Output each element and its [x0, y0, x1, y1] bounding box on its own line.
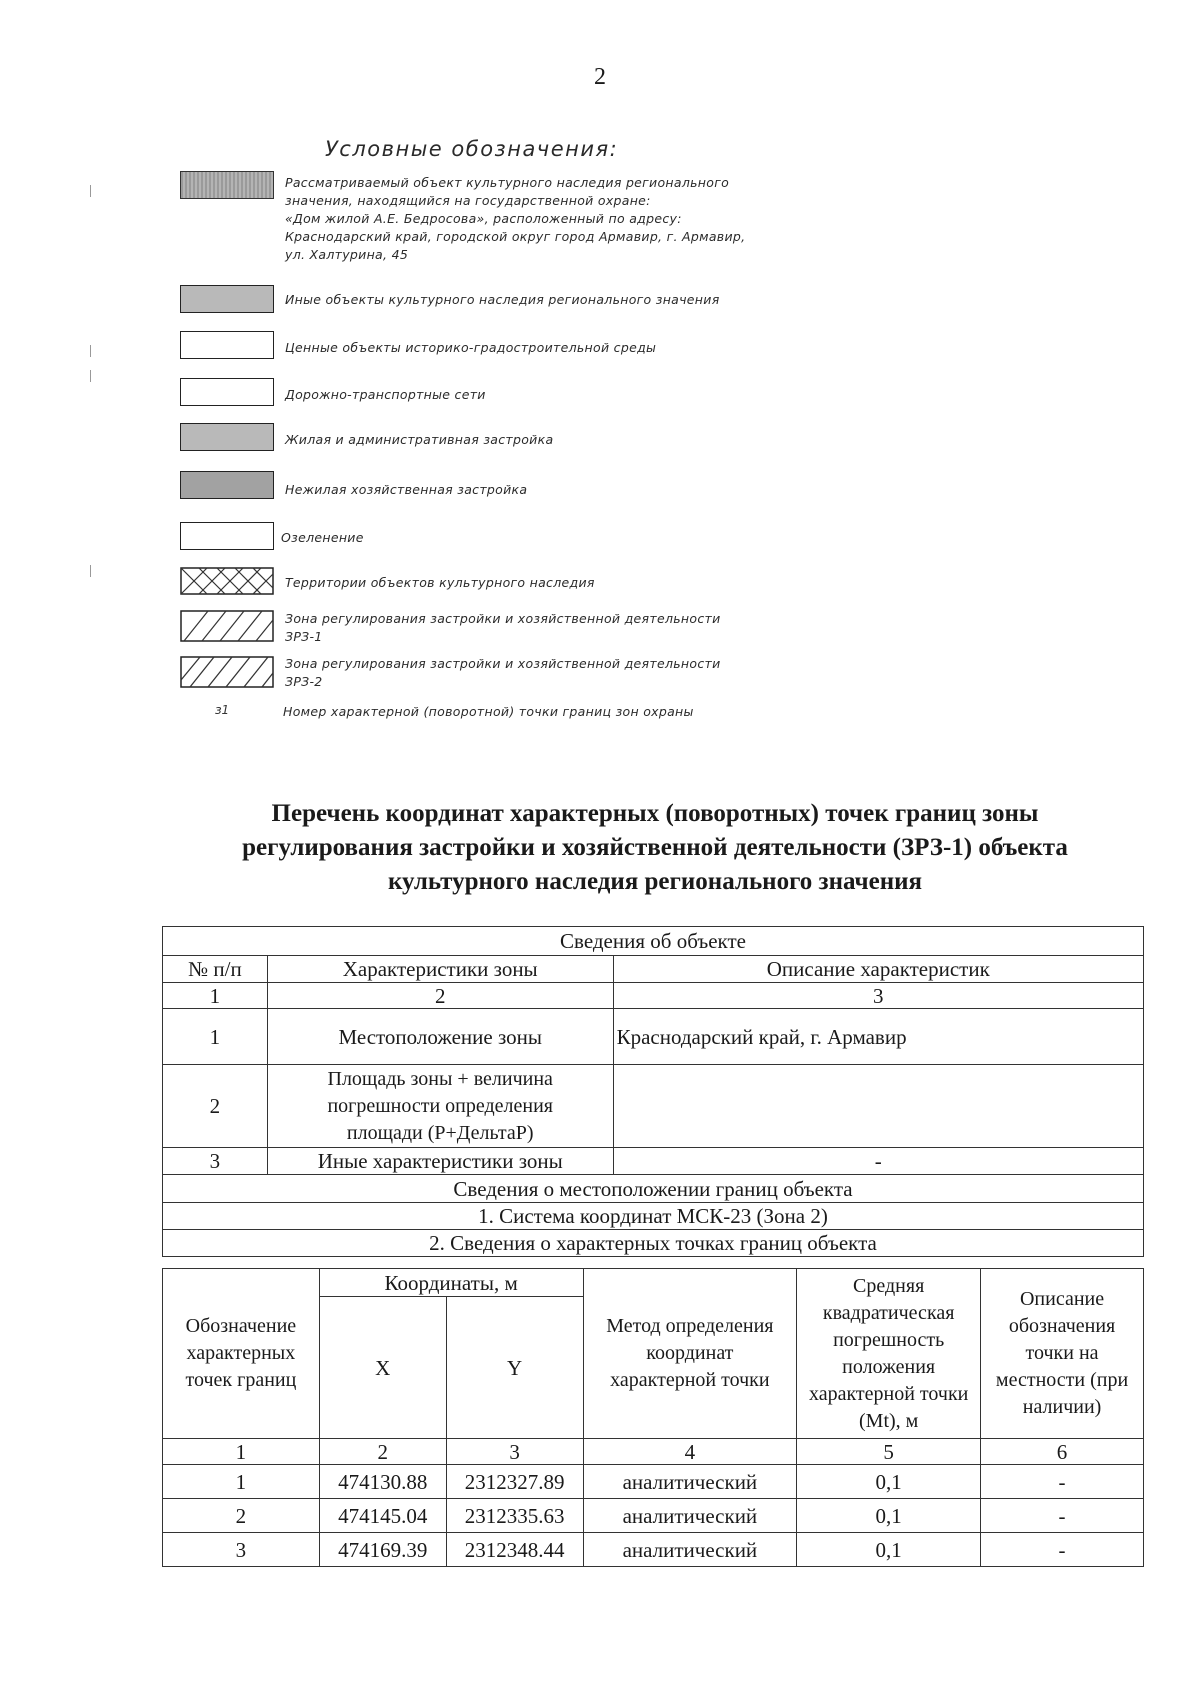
legend-item-5: Нежилая хозяйственная застройка: [285, 482, 528, 497]
description-value: -: [981, 1499, 1144, 1533]
margin-mark: [90, 370, 91, 382]
legend-line: Зона регулирования застройки и хозяйственной деятельности: [285, 656, 721, 671]
column-header: Характеристики зоны: [267, 956, 613, 983]
point-number: 2: [163, 1499, 320, 1533]
column-number: 1: [163, 1439, 320, 1465]
dense-hatch-swatch-icon: [180, 656, 274, 688]
point-marker-number: 1: [221, 703, 230, 717]
table-row: [163, 1465, 1144, 1499]
legend-item-3: Дорожно-транспортные сети: [285, 387, 486, 402]
table-row: [163, 1065, 1144, 1148]
legend-line: значения, находящийся на государственной охране:: [285, 193, 651, 208]
column-number: 1: [163, 983, 268, 1009]
column-number: 2: [319, 1439, 446, 1465]
heading-line: Перечень координат характерных (поворотных) точек границ зоны: [271, 800, 1039, 827]
crosshatch-swatch-icon: [180, 567, 274, 595]
method-value: аналитический: [583, 1465, 797, 1499]
point-marker-icon: [215, 703, 229, 717]
description-value: -: [981, 1465, 1144, 1499]
characteristic-description: -: [613, 1148, 1143, 1175]
point-number: 3: [163, 1533, 320, 1567]
legend-line: «Дом жилой А.Е. Бедросова», расположенный по адресу:: [285, 211, 682, 226]
margin-mark: [90, 345, 91, 357]
legend-line: Краснодарский край, городской округ город Армавир, г. Армавир,: [285, 229, 746, 244]
column-header: Описание характеристик: [613, 956, 1143, 983]
table-row: [163, 1499, 1144, 1533]
point-marker-dot: ɜ: [215, 703, 222, 717]
method-header: Метод определения координат характерной точки: [583, 1269, 797, 1439]
section-header: Сведения о местоположении границ объекта: [163, 1175, 1144, 1203]
legend-item-6: Озеленение: [281, 530, 364, 545]
y-header: Y: [446, 1297, 583, 1439]
page-number: 2: [594, 64, 606, 90]
legend-line: Зона регулирования застройки и хозяйственной деятельности: [285, 611, 721, 626]
legend-item-10: Номер характерной (поворотной) точки границ зон охраны: [283, 704, 694, 719]
error-value: 0,1: [797, 1499, 981, 1533]
description-header: Описание обозначения точки на местности (при наличии): [981, 1269, 1144, 1439]
error-value: 0,1: [797, 1465, 981, 1499]
legend-item-2: Ценные объекты историко-градостроительной среды: [285, 340, 657, 355]
x-header: X: [319, 1297, 446, 1439]
section-header: 2. Сведения о характерных точках границ объекта: [163, 1230, 1144, 1257]
y-value: 2312348.44: [446, 1533, 583, 1567]
characteristic-name: Местоположение зоны: [267, 1009, 613, 1065]
heading-line: регулирования застройки и хозяйственной деятельности (ЗРЗ-1) объекта: [242, 834, 1068, 861]
legend-item-4: Жилая и административная застройка: [285, 432, 554, 447]
white-swatch-icon: [180, 378, 274, 406]
characteristic-name: Площадь зоны + величина погрешности определения площади (P+ДельтаP): [267, 1065, 613, 1148]
error-value: 0,1: [797, 1533, 981, 1567]
characteristic-description: Краснодарский край, г. Армавир: [613, 1009, 1143, 1065]
characteristic-name: Иные характеристики зоны: [267, 1148, 613, 1175]
gray-swatch-icon: [180, 423, 274, 451]
column-number: 2: [267, 983, 613, 1009]
legend-line: ЗРЗ-2: [285, 674, 323, 689]
column-number: 3: [613, 983, 1143, 1009]
white-swatch-icon: [180, 522, 274, 550]
column-header: № п/п: [163, 956, 268, 983]
characteristic-description: [613, 1065, 1143, 1148]
table-row: [163, 1148, 1144, 1175]
object-info-table: [162, 926, 1144, 1257]
row-number: 1: [163, 1009, 268, 1065]
point-number: 1: [163, 1465, 320, 1499]
coordinate-system: 1. Система координат МСК-23 (Зона 2): [163, 1203, 1144, 1230]
error-header: Средняя квадратическая погрешность положения характерной точки (Mt), м: [797, 1269, 981, 1439]
document-heading: [175, 797, 1135, 899]
section-header: Сведения об объекте: [163, 927, 1144, 956]
points-table: [162, 1268, 1144, 1567]
white-swatch-icon: [180, 331, 274, 359]
heading-line: культурного наследия регионального значения: [387, 868, 923, 895]
x-value: 474169.39: [319, 1533, 446, 1567]
row-number: 2: [163, 1065, 268, 1148]
x-value: 474130.88: [319, 1465, 446, 1499]
table-row: [163, 1009, 1144, 1065]
column-number: 3: [446, 1439, 583, 1465]
legend-item-7: Территории объектов культурного наследия: [285, 575, 595, 590]
legend-line: Рассматриваемый объект культурного наследия регионального: [285, 175, 730, 190]
gray-swatch-icon: [180, 285, 274, 313]
margin-mark: [90, 185, 91, 197]
column-number: 5: [797, 1439, 981, 1465]
legend-item-8: [285, 610, 825, 646]
column-number: 6: [981, 1439, 1144, 1465]
method-value: аналитический: [583, 1533, 797, 1567]
legend-title: Условные обозначения:: [325, 137, 619, 161]
row-number: 3: [163, 1148, 268, 1175]
legend-item-1: Иные объекты культурного наследия регионального значения: [285, 292, 720, 307]
legend-line: ул. Халтурина, 45: [285, 247, 409, 262]
margin-mark: [90, 565, 91, 577]
column-number: 4: [583, 1439, 797, 1465]
method-value: аналитический: [583, 1499, 797, 1533]
gray-swatch-icon: [180, 471, 274, 499]
designation-header: Обозначение характерных точек границ: [163, 1269, 320, 1439]
y-value: 2312335.63: [446, 1499, 583, 1533]
y-value: 2312327.89: [446, 1465, 583, 1499]
x-value: 474145.04: [319, 1499, 446, 1533]
coords-header: Координаты, м: [319, 1269, 583, 1297]
legend-item-0: [285, 174, 825, 264]
table-row: [163, 1533, 1144, 1567]
hatch-swatch-icon: [180, 610, 274, 642]
legend-line: ЗРЗ-1: [285, 629, 323, 644]
description-value: -: [981, 1533, 1144, 1567]
legend-item-9: [285, 655, 825, 691]
object-swatch-icon: [180, 171, 274, 199]
